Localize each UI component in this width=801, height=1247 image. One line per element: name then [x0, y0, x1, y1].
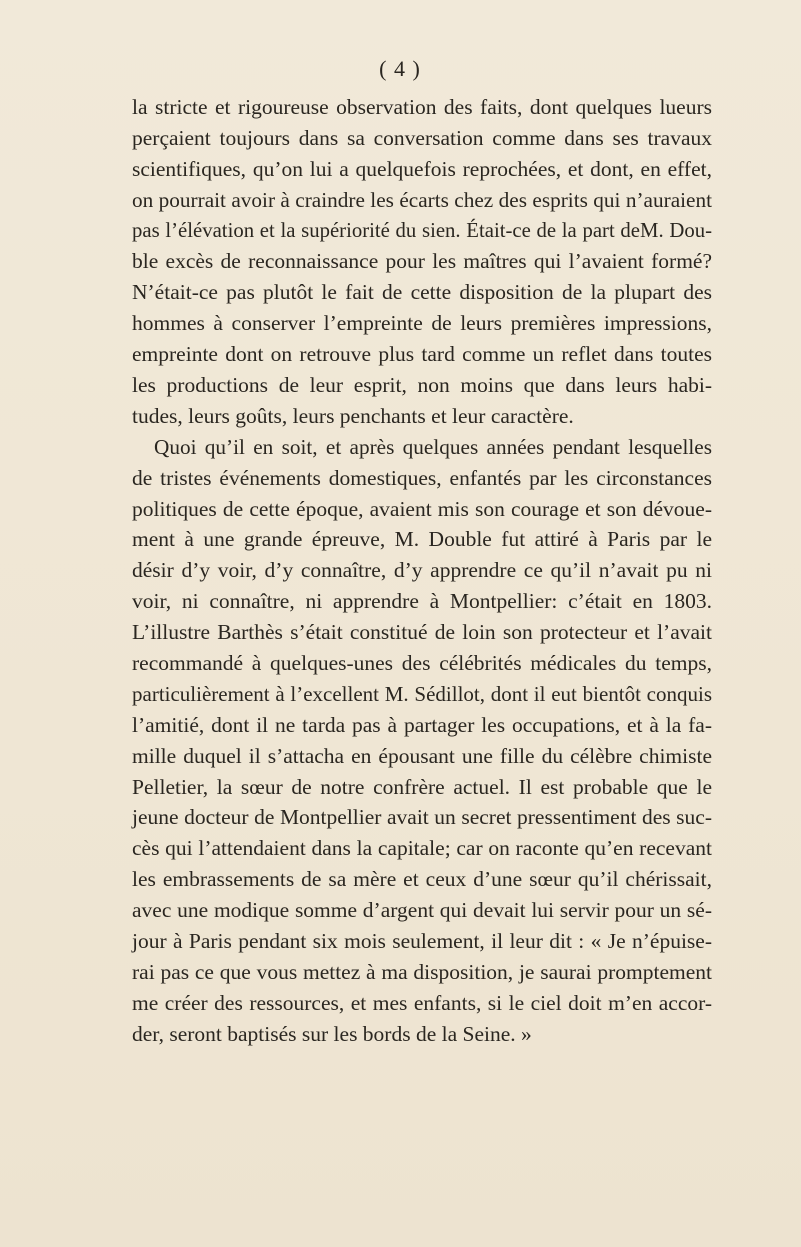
text-line: rai pas ce que vous mettez à ma disposition, je saurai promptement	[132, 959, 712, 984]
text-line: ble excès de reconnaissance pour les maîtres qui l’avaient formé?	[132, 249, 712, 274]
text-line: jeune docteur de Montpellier avait un secret pressentiment des suc-	[132, 805, 712, 830]
text-line: recommandé à quelques-unes des célébrités médicales du temps,	[132, 651, 712, 676]
body-text	[132, 92, 712, 1050]
text-line: me créer des ressources, et mes enfants, si le ciel doit m’en accor-	[132, 990, 712, 1015]
text-line: perçaient toujours dans sa conversation comme dans ses travaux	[132, 125, 712, 150]
text-line: les productions de leur esprit, non moins que dans leurs habi-	[132, 373, 712, 398]
paragraph-start-line: Quoi qu’il en soit, et après quelques années pendant lesquelles	[154, 434, 712, 459]
text-line: les embrassements de sa mère et ceux d’une sœur qu’il chérissait,	[132, 867, 712, 892]
text-line: N’était-ce pas plutôt le fait de cette disposition de la plupart des	[132, 280, 712, 305]
text-line: pas l’élévation et la supériorité du sien. Était-ce de la part deM. Dou-	[132, 219, 712, 242]
text-line: on pourrait avoir à craindre les écarts chez des esprits qui n’auraient	[132, 187, 712, 212]
text-line: particulièrement à l’excellent M. Sédillot, dont il eut bientôt conquis	[132, 681, 712, 706]
text-line: de tristes événements domestiques, enfantés par les circonstances	[132, 465, 712, 490]
text-line: mille duquel il s’attacha en épousant une fille du célèbre chimiste	[132, 743, 712, 768]
page-number: ( 4 )	[379, 56, 421, 81]
text-line: empreinte dont on retrouve plus tard comme un reflet dans toutes	[132, 342, 712, 367]
text-line: ment à une grande épreuve, M. Double fut attiré à Paris par le	[132, 527, 712, 552]
text-line: désir d’y voir, d’y connaître, d’y apprendre ce qu’il n’avait pu ni	[132, 558, 712, 583]
text-line: la stricte et rigoureuse observation des faits, dont quelques lueurs	[132, 95, 712, 119]
paragraph-end-line: tudes, leurs goûts, leurs penchants et leur caractère.	[132, 403, 574, 428]
paragraph-end-line: der, seront baptisés sur les bords de la Seine. »	[132, 1021, 532, 1046]
text-line: cès qui l’attendaient dans la capitale; car on raconte qu’en recevant	[132, 836, 712, 861]
text-line: jour à Paris pendant six mois seulement, il leur dit : « Je n’épuise-	[132, 929, 712, 954]
text-line: l’amitié, dont il ne tarda pas à partager les occupations, et à la fa-	[132, 712, 712, 737]
text-line: politiques de cette époque, avaient mis son courage et son dévoue-	[132, 496, 712, 521]
text-line: avec une modique somme d’argent qui devait lui servir pour un sé-	[132, 898, 712, 923]
text-line: voir, ni connaître, ni apprendre à Montpellier: c’était en 1803.	[132, 589, 712, 614]
text-line: L’illustre Barthès s’était constitué de loin son protecteur et l’avait	[132, 620, 712, 645]
text-line: hommes à conserver l’empreinte de leurs premières impressions,	[132, 311, 712, 336]
text-line: scientifiques, qu’on lui a quelquefois reprochées, et dont, en effet,	[132, 156, 712, 181]
text-line: Pelletier, la sœur de notre confrère actuel. Il est probable que le	[132, 774, 712, 799]
